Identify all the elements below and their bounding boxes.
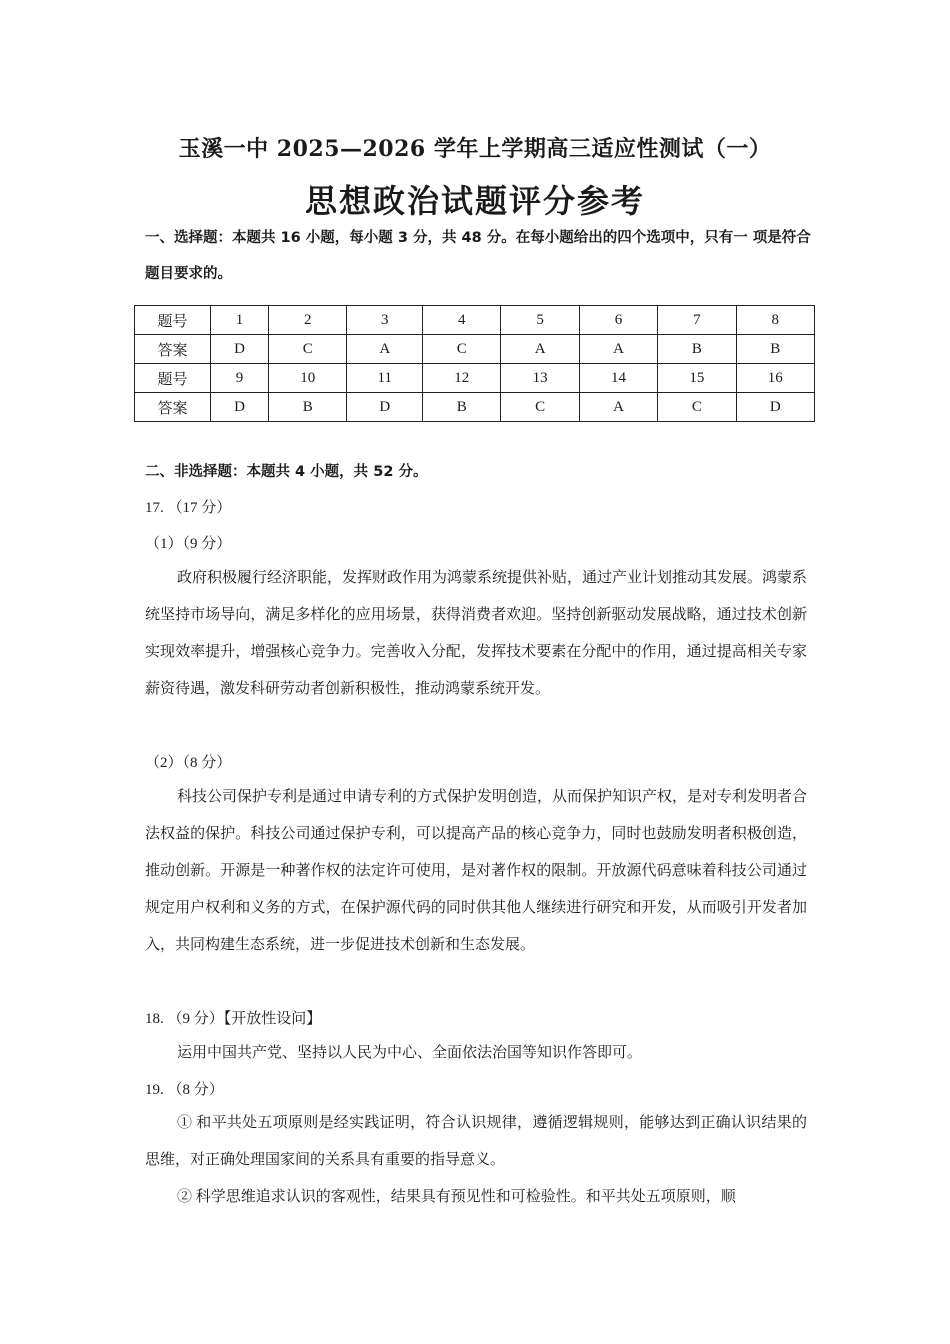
table-row-label: 答案 (135, 335, 211, 364)
q17-part1-label: （1）（9 分） (145, 536, 232, 552)
table-row-label: 题号 (135, 364, 211, 393)
q17-label: 17. （17 分） (145, 500, 232, 516)
document-subtitle: 思想政治试题评分参考 (304, 182, 645, 220)
table-row-label: 题号 (135, 306, 211, 335)
table-cell: D (211, 335, 269, 364)
q19-label: 19. （8 分） (145, 1082, 224, 1098)
q17-part2-label: （2）（8 分） (145, 755, 232, 771)
table-cell: 9 (211, 364, 269, 393)
table-cell: B (658, 335, 736, 364)
table-cell: A (501, 335, 579, 364)
table-cell: A (579, 393, 657, 422)
table-cell: 3 (347, 306, 423, 335)
table-row (135, 335, 815, 364)
table-cell: B (269, 393, 347, 422)
section1-heading: 一、选择题：本题共 16 小题，每小题 3 分，共 48 分。在每小题给出的四个选项中，只有一 项是符合题目要求的。 (145, 230, 811, 282)
table-cell: 16 (736, 364, 814, 393)
q18-label: 18. （9 分）【开放性设问】 (145, 1011, 322, 1027)
table-cell: 15 (658, 364, 736, 393)
answer-table (134, 305, 815, 422)
table-cell: C (269, 335, 347, 364)
table-cell: D (211, 393, 269, 422)
q17-part1-answer: 政府积极履行经济职能，发挥财政作用为鸿蒙系统提供补贴，通过产业计划推动其发展。鸿蒙系统坚持市场导向，满足多样化的应用场景，获得消费者欢迎。坚持创新驱动发展战略，通过技术创新实现效率提升，增强核心竞争力。完善收入分配，发挥技术要素在分配中的作用，通过提高相关专家薪资待遇，激发科研劳动者创新积极性，推动鸿蒙系统开发。 (145, 570, 808, 697)
table-cell: 10 (269, 364, 347, 393)
table-cell: 8 (736, 306, 814, 335)
table-cell: A (347, 335, 423, 364)
q18-answer: 运用中国共产党、坚持以人民为中心、全面依法治国等知识作答即可。 (177, 1045, 643, 1061)
table-cell: 13 (501, 364, 579, 393)
table-cell: B (736, 335, 814, 364)
exam-title: 玉溪一中 2025—2026 学年上学期高三适应性测试（一） (178, 136, 772, 162)
table-cell: 14 (579, 364, 657, 393)
table-cell: D (736, 393, 814, 422)
q19-point2: ② 科学思维追求认识的客观性，结果具有预见性和可检验性。和平共处五项原则，顺 (177, 1189, 736, 1205)
table-row (135, 306, 815, 335)
table-cell: C (423, 335, 501, 364)
table-cell: 5 (501, 306, 579, 335)
table-cell: C (501, 393, 579, 422)
table-cell: 6 (579, 306, 657, 335)
table-cell: A (579, 335, 657, 364)
table-row (135, 393, 815, 422)
q17-part2-answer: 科技公司保护专利是通过申请专利的方式保护发明创造，从而保护知识产权，是对专利发明者合法权益的保护。科技公司通过保护专利，可以提高产品的核心竞争力，同时也鼓励发明者积极创造，推动创新。开源是一种著作权的法定许可使用，是对著作权的限制。开放源代码意味着科技公司通过规定用户权利和义务的方式，在保护源代码的同时供其他人继续进行研究和开发，从而吸引开发者加入，共同构建生态系统，进一步促进技术创新和生态发展。 (145, 789, 808, 953)
table-cell: 4 (423, 306, 501, 335)
table-cell: 12 (423, 364, 501, 393)
q19-point1: ① 和平共处五项原则是经实践证明，符合认识规律，遵循逻辑规则，能够达到正确认识结果的思维，对正确处理国家间的关系具有重要的指导意义。 (145, 1115, 807, 1168)
table-cell: 11 (347, 364, 423, 393)
table-cell: 7 (658, 306, 736, 335)
table-cell: B (423, 393, 501, 422)
table-cell: D (347, 393, 423, 422)
table-row-label: 答案 (135, 393, 211, 422)
table-cell: 1 (211, 306, 269, 335)
section2-heading: 二、非选择题：本题共 4 小题，共 52 分。 (145, 464, 428, 480)
table-row (135, 364, 815, 393)
table-cell: C (658, 393, 736, 422)
table-cell: 2 (269, 306, 347, 335)
